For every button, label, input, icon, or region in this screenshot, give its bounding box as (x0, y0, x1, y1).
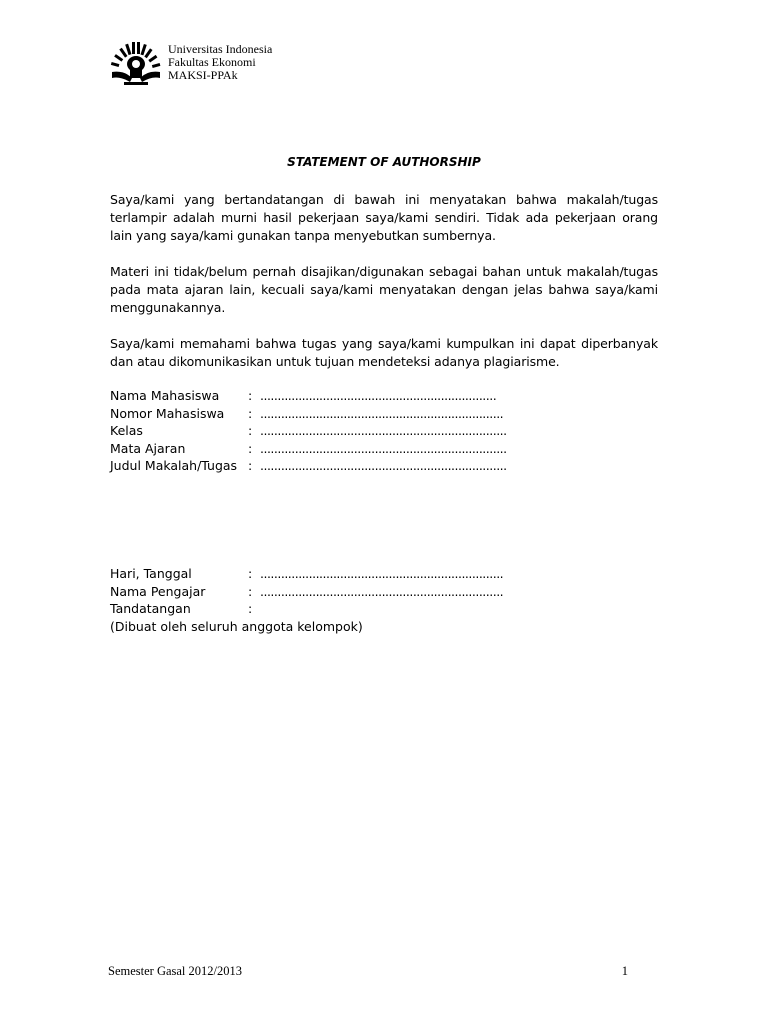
form-row-signature (110, 600, 503, 618)
paragraph-plagiarism-check: Saya/kami memahami bahwa tugas yang saya/kami kumpulkan ini dapat diperbanyak dan atau dikomunikasikan untuk tujuan mendeteksi adanya plagiarisme. (110, 336, 658, 369)
field-blank-line[interactable]: .................................................................... (260, 388, 497, 403)
field-label: Mata Ajaran (110, 440, 186, 456)
field-label: Hari, Tanggal (110, 566, 192, 581)
group-signature-note: (Dibuat oleh seluruh anggota kelompok) (110, 618, 363, 634)
field-colon: : (248, 423, 253, 439)
field-blank-line[interactable]: ...................................................................... (260, 405, 504, 421)
semester-label: Semester Gasal 2012/2013 (108, 964, 243, 978)
student-info-form (110, 387, 507, 475)
document-title: STATEMENT OF AUTHORSHIP (287, 155, 481, 169)
form-row-instructor (110, 583, 503, 601)
field-colon: : (248, 601, 253, 617)
field-colon: : (248, 388, 253, 403)
paragraph-not-presented: Materi ini tidak/belum pernah disajikan/digunakan sebagai bahan untuk makalah/tugas pada mata ajaran lain, kecuali saya/kami menyatakan dengan jelas bahwa saya/kami menggunakannya. (110, 264, 658, 315)
field-label: Kelas (110, 423, 143, 439)
letterhead (108, 40, 272, 88)
page-number: 1 (621, 964, 628, 978)
program-name: MAKSI-PPAk (168, 68, 238, 82)
field-colon: : (248, 566, 253, 581)
form-row-student-name (110, 387, 507, 405)
form-row-class (110, 422, 507, 440)
field-colon: : (248, 440, 253, 456)
field-label: Nama Mahasiswa (110, 388, 220, 403)
signature-form (110, 565, 503, 635)
field-label: Tandatangan (110, 601, 191, 617)
field-colon: : (248, 458, 253, 474)
field-label: Nomor Mahasiswa (110, 405, 225, 421)
field-colon: : (248, 583, 253, 599)
form-row-student-number (110, 405, 507, 423)
field-colon: : (248, 405, 253, 421)
field-label: Judul Makalah/Tugas (110, 458, 238, 474)
field-blank-line[interactable]: ....................................................................... (260, 423, 507, 439)
field-blank-line[interactable]: ...................................................................... (260, 566, 504, 581)
institution-block (168, 43, 272, 82)
university-crest-logo (108, 40, 164, 88)
form-row-course (110, 440, 507, 458)
form-row-paper-title (110, 457, 507, 475)
paragraph-originality: Saya/kami yang bertandatangan di bawah ini menyatakan bahwa makalah/tugas terlampir adalah murni hasil pekerjaan saya/kami sendiri. Tidak ada pekerjaan orang lain yang saya/kami gunakan tanpa menyebutkan sumbernya. (110, 192, 658, 243)
university-name: Universitas Indonesia (168, 42, 273, 56)
field-blank-line[interactable]: ...................................................................... (260, 583, 504, 599)
form-row-date (110, 565, 503, 583)
field-label: Nama Pengajar (110, 583, 206, 599)
field-blank-line[interactable]: ....................................................................... (260, 458, 507, 474)
faculty-name: Fakultas Ekonomi (168, 55, 256, 69)
field-blank-line[interactable]: ....................................................................... (260, 440, 507, 456)
